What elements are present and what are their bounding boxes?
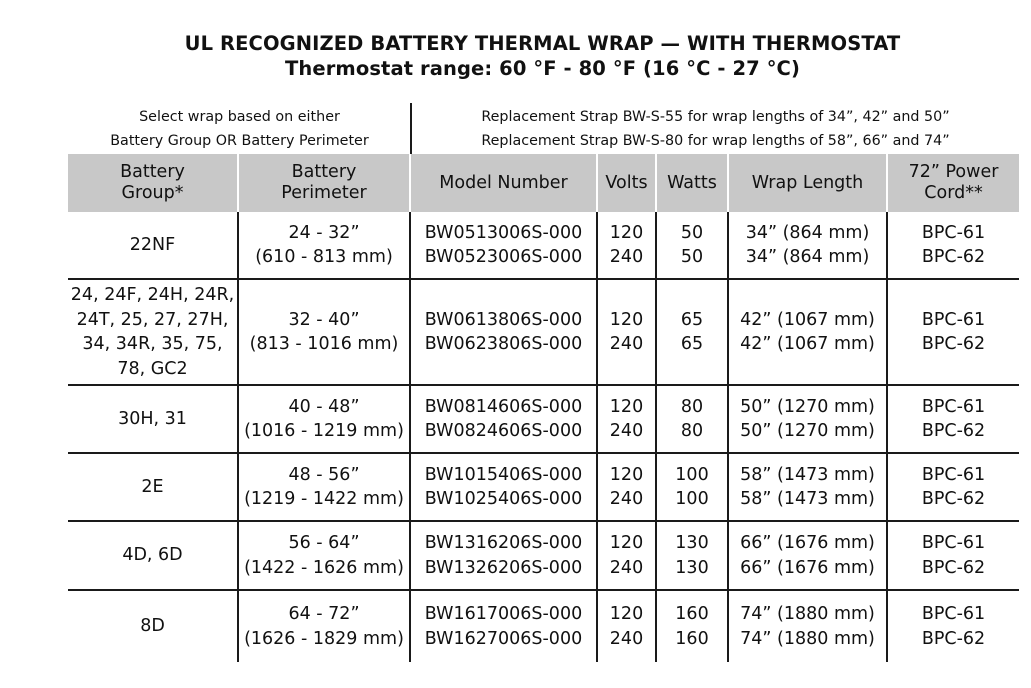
cell-text: BW0513006S-000 bbox=[424, 222, 583, 243]
cell-text: (1626 - 1829 mm) bbox=[244, 628, 404, 649]
column-header bbox=[597, 154, 656, 212]
cell-text: 240 bbox=[609, 628, 644, 649]
column-header bbox=[68, 154, 238, 212]
cell-text: BW1617006S-000 bbox=[424, 604, 583, 624]
watts-cell bbox=[656, 385, 728, 453]
cell-text: 240 bbox=[609, 334, 644, 354]
column-header bbox=[887, 154, 1019, 212]
watts-cell bbox=[656, 212, 728, 279]
table-row bbox=[68, 521, 1019, 590]
table-row bbox=[68, 279, 1019, 385]
cell-text: 65 bbox=[680, 309, 704, 330]
battery-group-cell bbox=[68, 279, 238, 385]
cell-text: 66” (1676 mm) bbox=[740, 557, 875, 578]
wrap-length-cell bbox=[728, 521, 887, 590]
cell-text: 120 bbox=[609, 533, 644, 553]
cell-text: BPC-61 bbox=[921, 604, 986, 624]
battery-group-cell bbox=[68, 212, 238, 279]
strap-note-line: Replacement Strap BW-S-80 for wrap lengths of 58”, 66” and 74” bbox=[481, 132, 950, 149]
cell-text: 240 bbox=[609, 489, 644, 509]
cell-text: BW1015406S-000 bbox=[424, 464, 583, 485]
wrap-length-cell bbox=[728, 453, 887, 521]
cell-text: 160 bbox=[675, 628, 709, 649]
cell-text: 30H, 31 bbox=[118, 408, 187, 429]
cell-text: 50 bbox=[680, 247, 704, 267]
volts-cell bbox=[597, 590, 656, 662]
cell-text: BPC-62 bbox=[921, 247, 986, 267]
cell-text: BPC-61 bbox=[921, 396, 986, 417]
column-header-label: 72” Power bbox=[908, 162, 999, 182]
cell-text: 32 - 40” bbox=[288, 309, 360, 330]
cell-text: 22NF bbox=[129, 234, 176, 255]
watts-cell bbox=[656, 521, 728, 590]
cell-text: BPC-61 bbox=[921, 222, 986, 243]
selection-note-line: Select wrap based on either bbox=[139, 109, 340, 125]
battery-group-cell bbox=[68, 385, 238, 453]
cell-text: BPC-61 bbox=[921, 533, 986, 553]
power-cord-cell bbox=[887, 590, 1019, 662]
cell-text: 24, 24F, 24H, 24R, bbox=[70, 285, 235, 305]
cell-text: BPC-62 bbox=[921, 421, 986, 441]
wrap-length-cell bbox=[728, 590, 887, 662]
column-header-label: Perimeter bbox=[281, 183, 367, 203]
cell-text: BPC-62 bbox=[921, 334, 986, 354]
battery-group-cell bbox=[68, 590, 238, 662]
table-row bbox=[68, 590, 1019, 662]
model-number-cell bbox=[410, 521, 597, 590]
model-number-cell bbox=[410, 212, 597, 279]
table-row bbox=[68, 212, 1019, 279]
cell-text: 50” (1270 mm) bbox=[740, 421, 875, 441]
table-row bbox=[68, 453, 1019, 521]
cell-text: 64 - 72” bbox=[288, 604, 360, 624]
cell-text: 50” (1270 mm) bbox=[740, 396, 875, 417]
column-header-label: Group* bbox=[121, 183, 184, 203]
cell-text: 42” (1067 mm) bbox=[740, 309, 875, 330]
cell-text: 56 - 64” bbox=[288, 533, 360, 553]
table-row bbox=[68, 385, 1019, 453]
battery-group-cell bbox=[68, 453, 238, 521]
column-header bbox=[410, 154, 597, 212]
spec-table bbox=[68, 154, 1019, 662]
perimeter-cell bbox=[238, 453, 410, 521]
power-cord-cell bbox=[887, 521, 1019, 590]
cell-text: BPC-62 bbox=[921, 557, 986, 578]
cell-text: 240 bbox=[609, 421, 644, 441]
wrap-length-cell bbox=[728, 385, 887, 453]
cell-text: 48 - 56” bbox=[288, 464, 360, 485]
cell-text: 130 bbox=[675, 557, 709, 578]
column-header-label: Battery bbox=[120, 162, 185, 182]
column-header-label: Cord** bbox=[924, 183, 983, 203]
watts-cell bbox=[656, 590, 728, 662]
page-title: UL RECOGNIZED BATTERY THERMAL WRAP — WITH THERMOSTAT bbox=[184, 32, 901, 55]
battery-group-cell bbox=[68, 521, 238, 590]
column-header-label: Model Number bbox=[439, 172, 568, 193]
watts-cell bbox=[656, 453, 728, 521]
model-number-cell bbox=[410, 453, 597, 521]
cell-text: BW1025406S-000 bbox=[424, 489, 583, 509]
power-cord-cell bbox=[887, 385, 1019, 453]
column-header bbox=[238, 154, 410, 212]
cell-text: 240 bbox=[609, 557, 644, 578]
column-header bbox=[728, 154, 887, 212]
cell-text: (1219 - 1422 mm) bbox=[244, 489, 404, 509]
cell-text: 8D bbox=[140, 616, 165, 637]
cell-text: 80 bbox=[680, 421, 704, 441]
column-header bbox=[656, 154, 728, 212]
strap-note-line: Replacement Strap BW-S-55 for wrap lengths of 34”, 42” and 50” bbox=[481, 109, 950, 125]
cell-text: 4D, 6D bbox=[122, 545, 183, 566]
strap-note bbox=[412, 106, 1019, 153]
column-header-label: Watts bbox=[667, 172, 717, 193]
cell-text: 74” (1880 mm) bbox=[740, 628, 875, 649]
wrap-length-cell bbox=[728, 212, 887, 279]
perimeter-cell bbox=[238, 521, 410, 590]
cell-text: 120 bbox=[609, 309, 644, 330]
page-subtitle: Thermostat range: 60 °F - 80 °F (16 °C - 27 °C) bbox=[285, 57, 800, 80]
volts-cell bbox=[597, 521, 656, 590]
watts-cell bbox=[656, 279, 728, 385]
cell-text: BW1627006S-000 bbox=[424, 628, 583, 649]
cell-text: (813 - 1016 mm) bbox=[249, 334, 399, 354]
model-number-cell bbox=[410, 590, 597, 662]
power-cord-cell bbox=[887, 453, 1019, 521]
cell-text: (1422 - 1626 mm) bbox=[244, 557, 404, 578]
wrap-length-cell bbox=[728, 279, 887, 385]
selection-note bbox=[68, 106, 411, 153]
power-cord-cell bbox=[887, 212, 1019, 279]
cell-text: 100 bbox=[675, 464, 709, 485]
cell-text: 34” (864 mm) bbox=[745, 247, 870, 267]
cell-text: BW1316206S-000 bbox=[424, 533, 583, 553]
cell-text: 120 bbox=[609, 222, 644, 243]
volts-cell bbox=[597, 279, 656, 385]
header-row bbox=[68, 154, 1019, 212]
selection-note-line: Battery Group OR Battery Perimeter bbox=[110, 132, 369, 149]
cell-text: BPC-61 bbox=[921, 309, 986, 330]
model-number-cell bbox=[410, 279, 597, 385]
cell-text: BW0613806S-000 bbox=[424, 309, 583, 330]
volts-cell bbox=[597, 453, 656, 521]
model-number-cell bbox=[410, 385, 597, 453]
note-divider bbox=[410, 103, 412, 154]
volts-cell bbox=[597, 212, 656, 279]
cell-text: 160 bbox=[675, 604, 709, 624]
cell-text: (1016 - 1219 mm) bbox=[244, 421, 404, 441]
cell-text: 24 - 32” bbox=[288, 222, 360, 243]
cell-text: 130 bbox=[675, 533, 709, 553]
cell-text: BPC-62 bbox=[921, 628, 986, 649]
cell-text: 120 bbox=[609, 464, 644, 485]
cell-text: 34” (864 mm) bbox=[745, 222, 870, 243]
cell-text: 42” (1067 mm) bbox=[740, 334, 875, 354]
cell-text: (610 - 813 mm) bbox=[255, 247, 393, 267]
cell-text: 58” (1473 mm) bbox=[740, 464, 875, 485]
cell-text: 240 bbox=[609, 247, 644, 267]
cell-text: 40 - 48” bbox=[288, 396, 360, 417]
table-body bbox=[68, 212, 1019, 662]
cell-text: 78, GC2 bbox=[117, 358, 188, 379]
cell-text: 80 bbox=[680, 396, 704, 417]
cell-text: BPC-61 bbox=[921, 464, 986, 485]
cell-text: BW0623806S-000 bbox=[424, 334, 583, 354]
cell-text: 58” (1473 mm) bbox=[740, 489, 875, 509]
perimeter-cell bbox=[238, 385, 410, 453]
cell-text: BW0523006S-000 bbox=[424, 247, 583, 267]
perimeter-cell bbox=[238, 590, 410, 662]
cell-text: BW0824606S-000 bbox=[424, 421, 583, 441]
cell-text: 34, 34R, 35, 75, bbox=[82, 334, 223, 354]
cell-text: 100 bbox=[675, 489, 709, 509]
cell-text: 24T, 25, 27, 27H, bbox=[76, 309, 229, 330]
volts-cell bbox=[597, 385, 656, 453]
column-header-label: Volts bbox=[605, 172, 648, 193]
cell-text: BPC-62 bbox=[921, 489, 986, 509]
cell-text: 65 bbox=[680, 334, 704, 354]
cell-text: 120 bbox=[609, 604, 644, 624]
column-header-label: Battery bbox=[291, 162, 357, 182]
perimeter-cell bbox=[238, 212, 410, 279]
cell-text: 50 bbox=[680, 222, 704, 243]
cell-text: 74” (1880 mm) bbox=[740, 604, 875, 624]
cell-text: BW1326206S-000 bbox=[424, 557, 583, 578]
perimeter-cell bbox=[238, 279, 410, 385]
cell-text: 120 bbox=[609, 396, 644, 417]
column-header-label: Wrap Length bbox=[751, 172, 864, 193]
cell-text: 2E bbox=[141, 476, 164, 497]
power-cord-cell bbox=[887, 279, 1019, 385]
cell-text: BW0814606S-000 bbox=[424, 396, 583, 417]
cell-text: 66” (1676 mm) bbox=[740, 533, 875, 553]
